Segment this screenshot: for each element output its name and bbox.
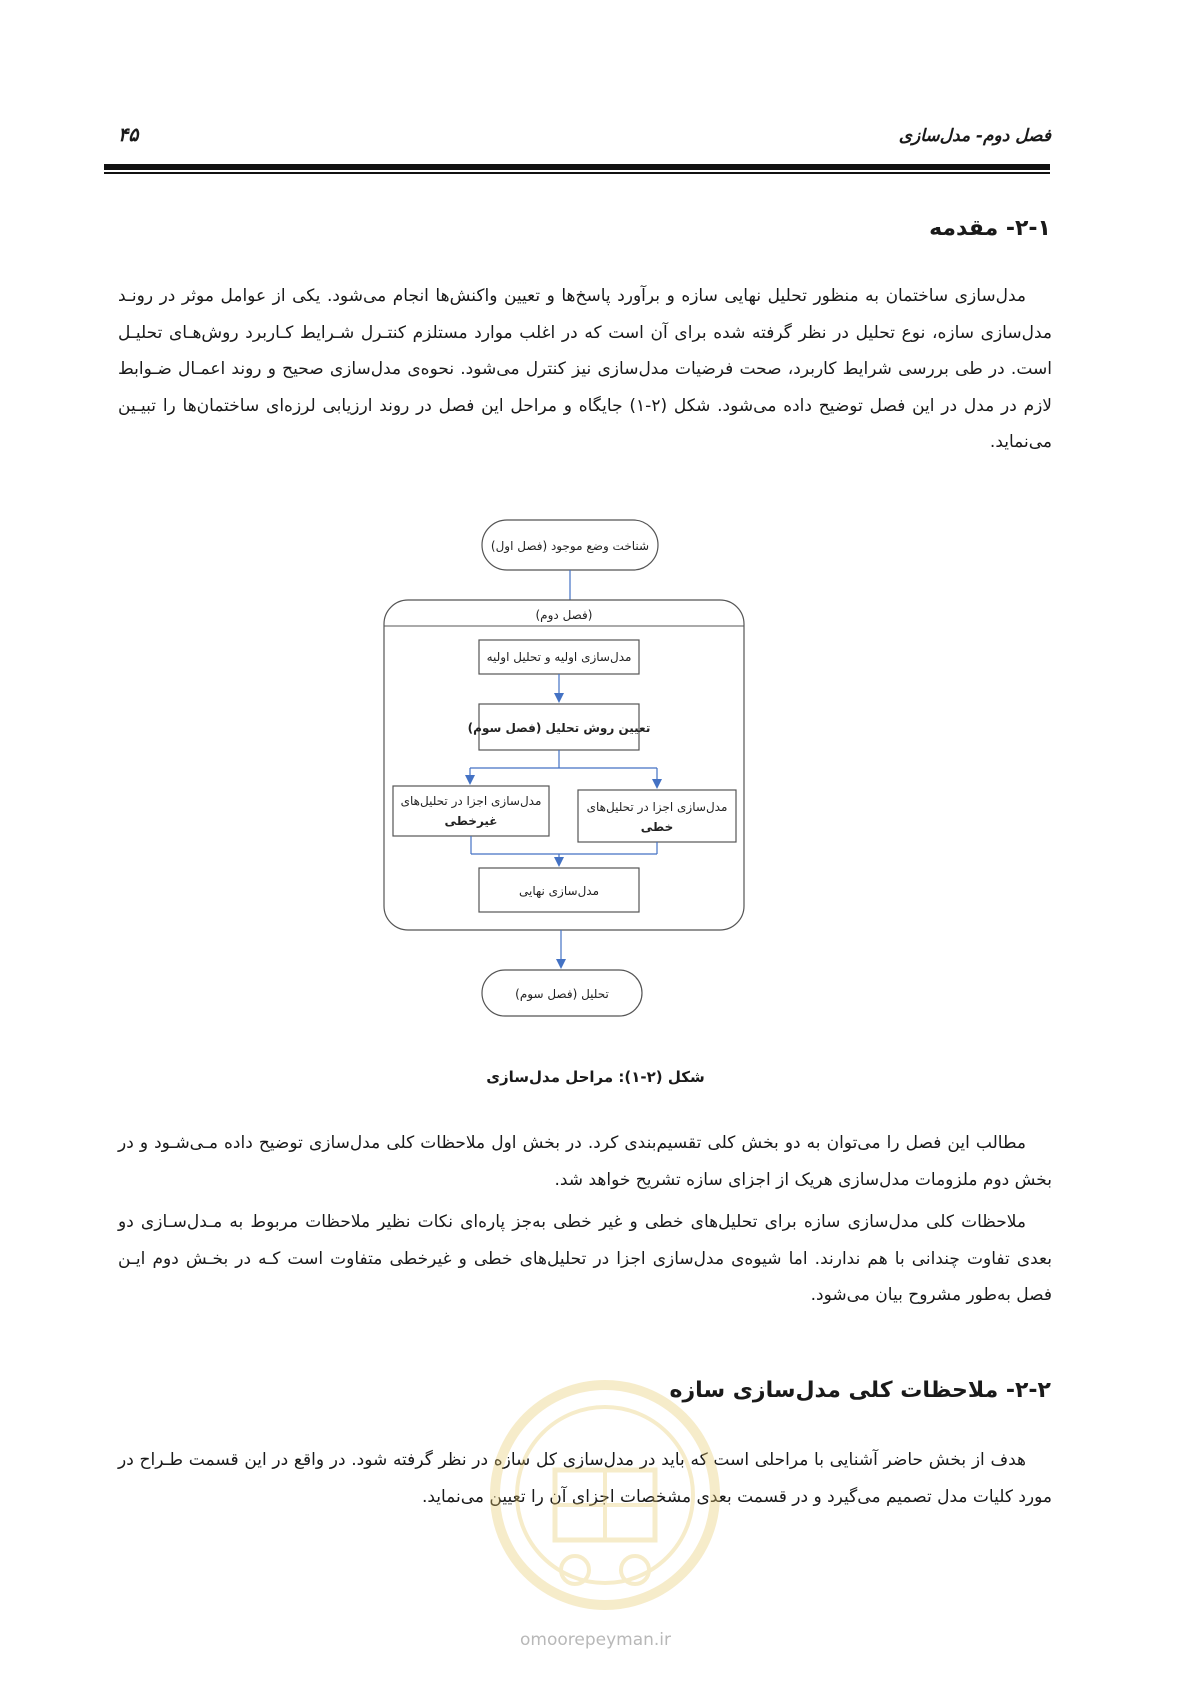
intro-paragraph [118,278,1052,461]
flowchart-step-analysis-method-label: تعیین روش تحلیل (فصل سوم) [467,721,651,735]
figure-caption: شکل (۲-۱): مراحل مدل‌سازی [486,1068,705,1086]
flowchart-branch-nonlinear-line2: غیرخطی [444,814,498,828]
flowchart-branch-nonlinear-line1: مدل‌سازی اجزا در تحلیل‌های [400,794,542,808]
section-heading-general-considerations: ۲-۲- ملاحظات کلی مدل‌سازی سازه [669,1378,1051,1403]
flowchart-figure [360,500,830,1040]
flowchart-group-label: (فصل دوم) [535,608,593,622]
header-rule-thin [104,172,1050,174]
flowchart-start-label: شناخت وضع موجود (فصل اول) [490,539,650,553]
header-rule [104,164,1050,170]
flowchart-step-initial-modeling-label: مدل‌سازی اولیه و تحلیل اولیه [486,650,632,664]
body-paragraph-3 [118,1204,1052,1314]
flowchart-branch-linear-line1: مدل‌سازی اجزا در تحلیل‌های [586,800,728,814]
flowchart-branch-linear-line2: خطی [640,820,674,834]
flowchart-branch-linear [578,790,736,842]
body-paragraph-2 [118,1125,1052,1198]
intro-paragraph-text: مدل‌سازی ساختمان به منظور تحلیل نهایی سازه و برآورد پاسخ‌ها و تعیین واکنش‌ها انجام می‌شود. یکی از عوامل موثر در رونـد مدل‌سازی سازه، نوع تحلیل در نظر گرفته شده برای آن است که در اغلب موارد مستلزم کنتـرل شـرایط کـاربرد روش‌هـای تحلیـل است. در طی بررسی شرایط کاربرد، صحت فرضیات مدل‌سازی نیز کنترل می‌شود. نحوه‌ی مدل‌سازی صحیح و روند اعمـال ضـوابط لازم در مدل در این فصل توضیح داده می‌شود. شکل (۲-۱) جایگاه و مراحل این فصل در روند ارزیابی لرزه‌ای ساختمان‌ها را تبیـین می‌نماید. [118,286,1053,452]
watermark-text: omoorepeyman.ir [519,1630,672,1650]
flowchart-end-label: تحلیل (فصل سوم) [515,987,609,1001]
body-paragraph-3-text: ملاحظات کلی مدل‌سازی سازه برای تحلیل‌های خطی و غیر خطی به‌جز پاره‌ای نکات نظیر ملاحظات مربوط به مـدل‌سـازی دو بعدی تفاوت چندانی با هم ندارند. اما شیوه‌ی مدل‌سازی اجزا در تحلیل‌های خطی و غیرخطی متفاوت است کـه در بخـش دوم ایـن فصل به‌طور مشروح بیان می‌شود. [118,1212,1052,1305]
seal-logo-icon [480,1370,730,1660]
section-heading-introduction: ۲-۱- مقدمه [929,216,1051,241]
page-number: ۴۵ [118,124,139,146]
section2-paragraph-text: هدف از بخش حاضر آشنایی با مراحلی است که باید در مدل‌سازی کل سازه در نظر گرفته شود. در واقع در این قسمت طـراح در مورد کلیات مدل تصمیم می‌گیرد و در قسمت بعدی مشخصات اجزای آن را تعیین می‌نماید. [118,1450,1052,1507]
running-title: فصل دوم- مدل‌سازی [898,126,1051,146]
flowchart-step-final-modeling-label: مدل‌سازی نهایی [518,884,600,898]
body-paragraph-2-text: مطالب این فصل را می‌توان به دو بخش کلی تقسیم‌بندی کرد. در بخش اول ملاحظات کلی مدل‌سازی توضیح داده مـی‌شـود و در بخش دوم ملزومات مدل‌سازی هریک از اجزای سازه تشریح خواهد شد. [118,1133,1052,1190]
